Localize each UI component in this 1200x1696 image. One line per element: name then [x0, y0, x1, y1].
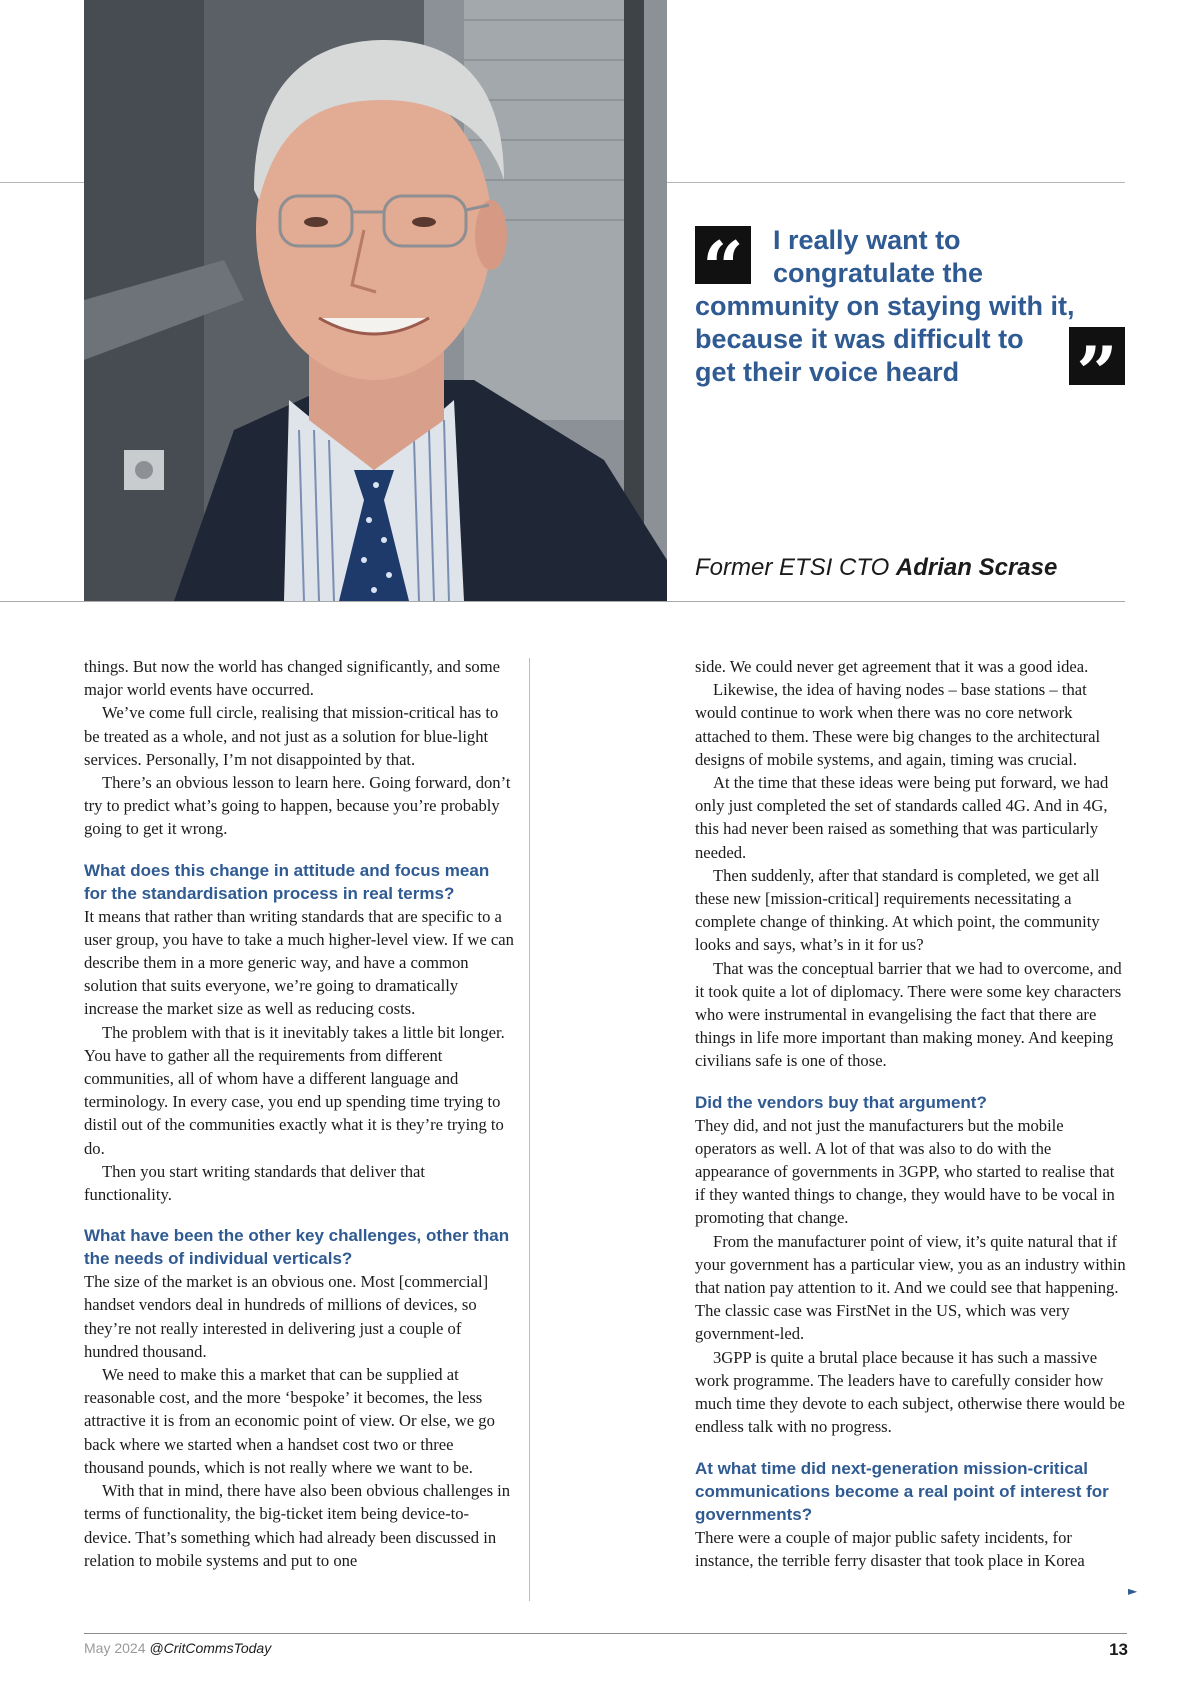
top-rule-left [0, 182, 84, 183]
footer-date: May 2024 [84, 1640, 146, 1656]
paragraph: There’s an obvious lesson to learn here. Going forward, don’t try to predict what’s going to happen, because you’re probably going to get it wrong. [84, 773, 511, 839]
paragraph: We’ve come full circle, realising that mission-critical has to be treated as a whole, and not just as a solution for blue-light services. Personally, I’m not disappointed by that. [84, 703, 499, 769]
paragraph: There were a couple of major public safety incidents, for instance, the terrible ferry disaster that took place in Korea [695, 1527, 1085, 1570]
caption-name: Adrian Scrase [895, 554, 1058, 581]
paragraph: The problem with that is it inevitably takes a little bit longer. You have to gather all the requirements from different communities, all of whom have a different language and terminology. In every case, you end up spending time trying to distil out of the communities exactly what it is they’re trying to do. [84, 1022, 505, 1158]
portrait-photo [84, 0, 667, 601]
photo-caption [695, 554, 1057, 582]
photo-bottom-rule [0, 601, 1125, 602]
caption-role: Former ETSI CTO [695, 554, 890, 581]
footer-info [84, 1640, 271, 1656]
column-divider [529, 658, 530, 1601]
pull-quote-line: because it was difficult to [695, 324, 1024, 354]
article-column-left [84, 655, 516, 1572]
paragraph: Then suddenly, after that standard is completed, we get all these new [mission-critical] requirements necessitating a complete change of thinking. At which point, the community looks and says, what’s in it for us? [695, 865, 1100, 955]
section-heading: At what time did next-generation mission-critical communications become a real point of interest for governments? [695, 1458, 1109, 1524]
paragraph: It means that rather than writing standards that are specific to a user group, you have to take a much higher-level view. If we can describe them in a more generic way, and have a common solution that suits everyone, we’re going to dramatically increase the market size as well as reducing costs. [84, 906, 514, 1019]
paragraph: Likewise, the idea of having nodes – base stations – that would continue to work when there was no core network attached to them. These were big changes to the architectural designs of mobile systems, and again, timing was crucial. [695, 680, 1101, 769]
paragraph: From the manufacturer point of view, it’s quite natural that if your government has a particular view, you as an industry within that nation pay attention to it. And we could see that happening. The classic case was FirstNet in the US, which was very government-led. [695, 1231, 1126, 1344]
pull-quote-line: I really want to [773, 225, 961, 255]
section-heading: What does this change in attitude and focus mean for the standardisation process in real terms? [84, 860, 490, 903]
footer-rule [84, 1633, 1127, 1634]
paragraph: Then you start writing standards that deliver that functionality. [84, 1161, 426, 1205]
paragraph: We need to make this a market that can be supplied at reasonable cost, and the more ‘bespoke’ it becomes, the less attractive it is from an economic point of view. Or else, we go back where we started when a handset cost two or three thousand pounds, which is not really where we want to be. [84, 1365, 495, 1477]
section-heading: What have been the other key challenges, other than the needs of individual verticals? [84, 1226, 510, 1269]
paragraph: They did, and not just the manufacturers but the mobile operators as well. A lot of that was also to do with the appearance of governments in 3GPP, who started to realise that if they wanted things to change, they would have to be vocal in promoting that change. [695, 1115, 1115, 1228]
close-quote-icon: ” [1069, 327, 1125, 385]
paragraph: things. But now the world has changed significantly, and some major world events have occurred. [84, 657, 501, 700]
paragraph: At the time that these ideas were being put forward, we had only just completed the set of standards called 4G. And in 4G, this had never been raised as something that was particularly needed. [695, 773, 1109, 862]
paragraph: That was the conceptual barrier that we had to overcome, and it took quite a lot of diplomacy. There were some key characters who were instrumental in evangelising the fact that there are things in life more important than making money. And keeping civilians safe is one of those. [695, 958, 1122, 1071]
page-number: 13 [1109, 1640, 1128, 1659]
section-heading: Did the vendors buy that argument? [695, 1092, 987, 1112]
top-rule-right [667, 182, 1125, 183]
paragraph: 3GPP is quite a brutal place because it has such a massive work programme. The leaders have to carefully consider how much time they devote to each subject, otherwise there would be endless talk with no progress. [695, 1347, 1125, 1437]
open-quote-icon: “ [695, 226, 751, 284]
pull-quote-line: community on staying with it, [695, 291, 1075, 321]
paragraph: With that in mind, there have also been obvious challenges in terms of functionality, the big-ticket item being device-to-device. That’s something which had already been discussed in relation to mobile systems and put to one [84, 1481, 511, 1570]
pull-quote-line: congratulate the [773, 258, 984, 288]
pull-quote-line: get their voice heard [695, 357, 960, 387]
article-column-right [695, 655, 1127, 1572]
continue-arrow-icon: ► [1128, 1584, 1138, 1598]
paragraph: The size of the market is an obvious one. Most [commercial] handset vendors deal in hundreds of millions of devices, so they’re not really interested in delivering just a couple of hundred thousand. [84, 1272, 489, 1361]
footer-handle: @CritCommsToday [149, 1640, 272, 1656]
paragraph: side. We could never get agreement that it was a good idea. [695, 657, 1089, 676]
